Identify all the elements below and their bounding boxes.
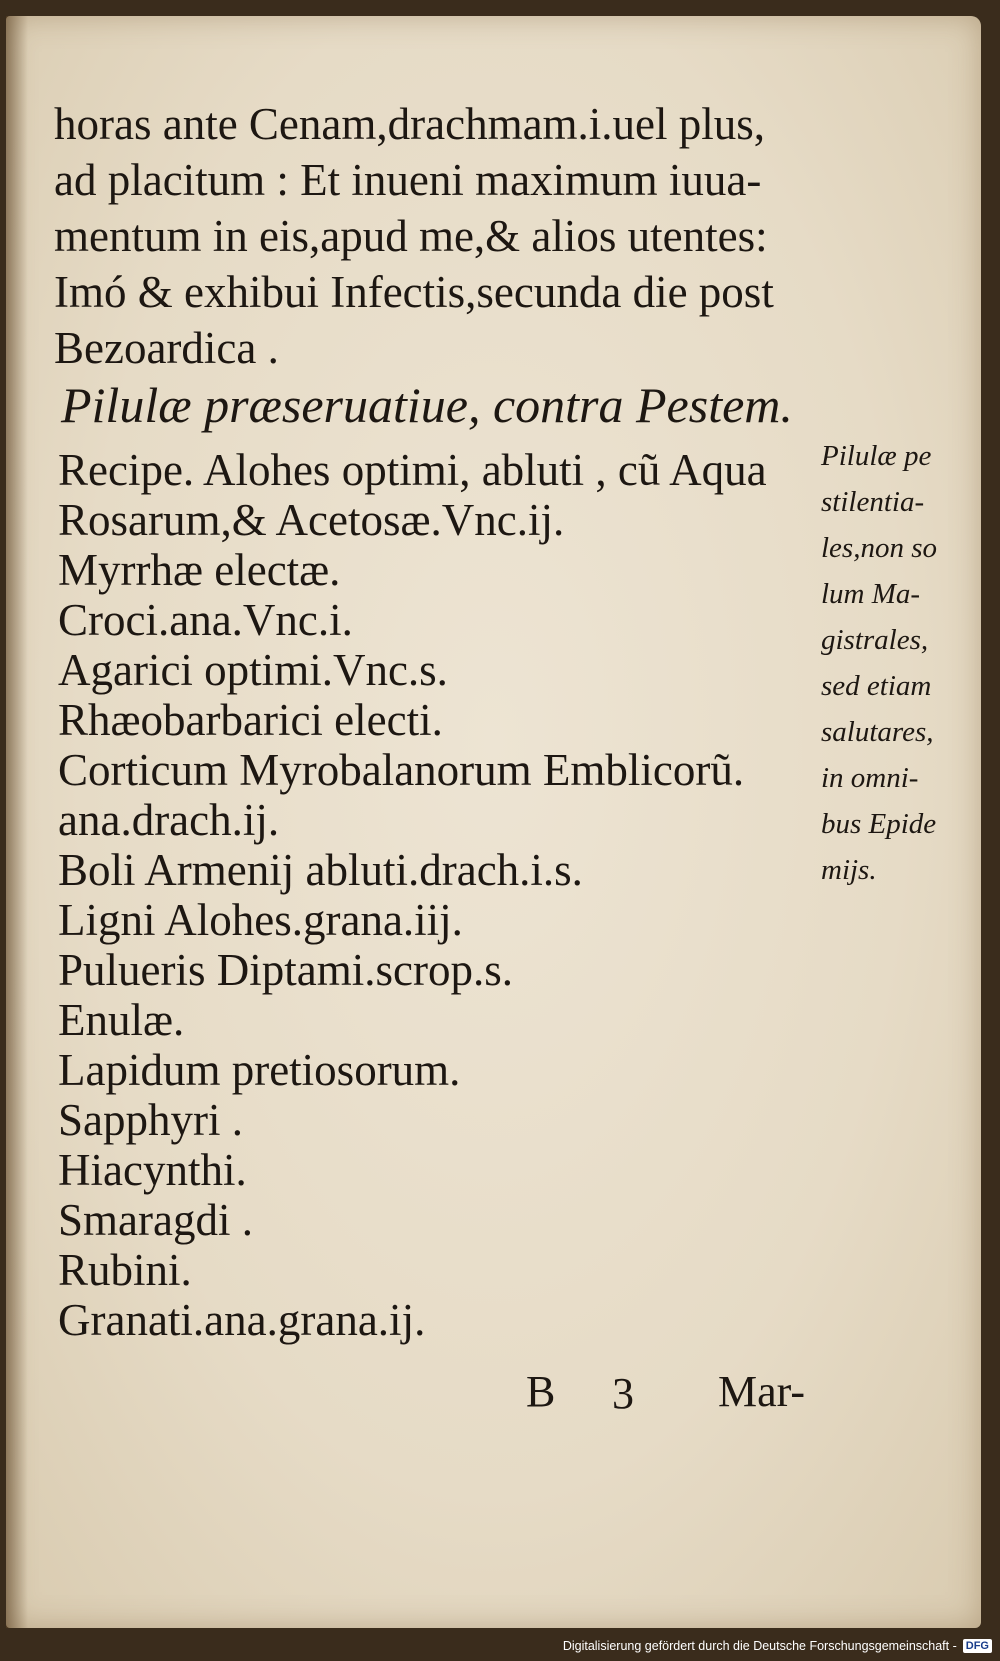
recipe-line: Enulæ. (58, 995, 185, 1045)
marginal-note-line: gistrales, (821, 624, 929, 656)
recipe-line: Ligni Alohes.grana.iij. (58, 895, 463, 945)
text-line-1: horas ante Cenam,drachmam.i.uel plus, (54, 99, 766, 149)
marginal-note-line: mijs. (821, 854, 877, 886)
text-line-3: mentum in eis,apud me,& alios utentes: (54, 211, 768, 261)
page-spine-shadow (6, 16, 28, 1628)
recipe-line: Boli Armenij abluti.drach.i.s. (58, 845, 583, 895)
text-line-5: Bezoardica . (54, 323, 279, 373)
digitization-credit (563, 1635, 992, 1657)
marginal-note-line: lum Ma- (821, 578, 921, 610)
catchword: Mar- (718, 1367, 806, 1416)
recipe-line: Recipe. Alohes optimi, abluti , cũ Aqua (58, 445, 767, 495)
recipe-line: Rosarum,& Acetosæ.Vnc.ij. (58, 495, 565, 545)
marginal-note-line: bus Epide (821, 808, 937, 840)
marginal-note-line: in omni- (821, 762, 919, 794)
recipe-line: Rhæobarbarici electi. (58, 695, 443, 745)
recipe-line: Sapphyri . (58, 1095, 243, 1145)
recipe-line: Corticum Myrobalanorum Emblicorũ. (58, 745, 745, 795)
marginal-note-line: les,non so (821, 532, 937, 564)
marginal-note-line: sed etiam (821, 670, 932, 702)
recipe-line: Myrrhæ electæ. (58, 545, 341, 595)
recipe-line: Hiacynthi. (58, 1145, 247, 1195)
marginal-note-line: Pilulæ pe (821, 440, 932, 472)
credit-text: Digitalisierung gefördert durch die Deutsche Forschungsgemeinschaft - (562, 1639, 957, 1653)
recipe-line: Smaragdi . (58, 1195, 253, 1245)
text-line-2: ad placitum : Et inueni maximum iuua- (54, 155, 762, 205)
recipe-line: Croci.ana.Vnc.i. (58, 595, 353, 645)
recipe-line: Agarici optimi.Vnc.s. (58, 645, 448, 695)
recipe-line: Granati.ana.grana.ij. (58, 1295, 426, 1345)
dfg-logo: DFG (963, 1639, 992, 1653)
recipe-line: Lapidum pretiosorum. (58, 1045, 461, 1095)
recipe-line: Rubini. (58, 1245, 192, 1295)
marginal-note-line: salutares, (821, 716, 934, 748)
marginal-note-line: stilentia- (821, 486, 925, 518)
signature-number: 3 (612, 1369, 634, 1418)
recipe-heading: Pilulæ præseruatiue, contra Pestem. (61, 377, 793, 433)
signature-mark: B (526, 1367, 556, 1416)
recipe-line: Pulueris Diptami.scrop.s. (58, 945, 513, 995)
text-line-4: Imó & exhibui Infectis,secunda die post (54, 267, 774, 317)
book-page (6, 16, 981, 1628)
recipe-line: ana.drach.ij. (58, 795, 280, 845)
